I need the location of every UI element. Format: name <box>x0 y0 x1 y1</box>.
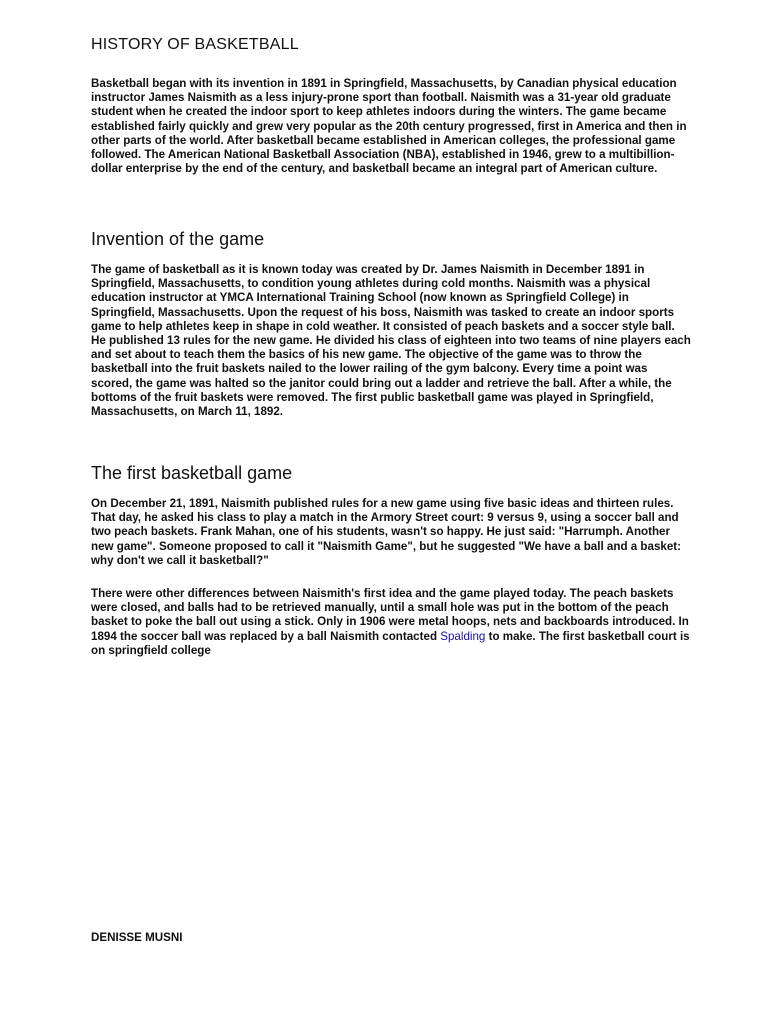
invention-paragraph: The game of basketball as it is known today was created by Dr. James Naismith in December 1891 in Springfield, Massachusetts, to condition young athletes during cold months. Naismith was a physical education instructor at YMCA International Training School (now known as Springfield College) in Springfield, Massachusetts. Upon the request of his boss, Naismith was tasked to create an indoor sports game to help athletes keep in shape in cold weather. It consisted of peach baskets and a soccer style ball. He published 13 rules for the new game. He divided his class of eighteen into two teams of nine players each and set about to teach them the basics of his new game. The objective of the game was to throw the basketball into the fruit baskets nailed to the lower railing of the gym balcony. Every time a point was scored, the game was halted so the janitor could bring out a ladder and retrieve the ball. After a while, the bottoms of the fruit baskets were removed. The first public basketball game was played in Springfield, Massachusetts, on March 11, 1892. <box>91 263 691 419</box>
section-heading-invention: Invention of the game <box>91 229 265 249</box>
spalding-link[interactable]: Spalding <box>440 629 486 643</box>
paragraph-2-text-after-link: to make. The first basketball court is on springfield college <box>91 629 690 657</box>
paragraph-2-text-before-link: There were other differences between Naismith's first idea and the game played today. The peach baskets were closed, and balls had to be retrieved manually, until a small hole was put in the bottom of the peach basket to poke the ball out using a stick. Only in 1906 were metal hoops, nets and backboards introduced. In 1894 the soccer ball was replaced by a ball Naismith contacted <box>91 587 689 643</box>
footer-author: DENISSE MUSNI <box>91 931 183 944</box>
first-game-paragraph-1: On December 21, 1891, Naismith published rules for a new game using five basic ideas and thirteen rules. That day, he asked his class to play a match in the Armory Street court: 9 versus 9, using a soccer ball and two peach baskets. Frank Mahan, one of his students, wasn't so happy. He just said: "Harrumph. Another new game". Someone proposed to call it "Naismith Game", but he suggested "We have a ball and a basket: why don't we call it basketball?" <box>91 497 682 567</box>
section-heading-first-game: The first basketball game <box>91 463 293 483</box>
first-game-paragraph-2 <box>91 587 691 658</box>
intro-paragraph: Basketball began with its invention in 1891 in Springfield, Massachusetts, by Canadian physical education instructor James Naismith as a less injury-prone sport than football. Naismith was a 31-year old graduate student when he created the indoor sport to keep athletes indoors during the winters. The game became established fairly quickly and grew very popular as the 20th century progressed, first in America and then in other parts of the world. After basketball became established in American colleges, the professional game followed. The American National Basketball Association (NBA), established in 1946, grew to a multibillion-dollar enterprise by the end of the century, and basketball became an integral part of American culture. <box>91 77 687 176</box>
page-title: HISTORY OF BASKETBALL <box>91 36 299 53</box>
